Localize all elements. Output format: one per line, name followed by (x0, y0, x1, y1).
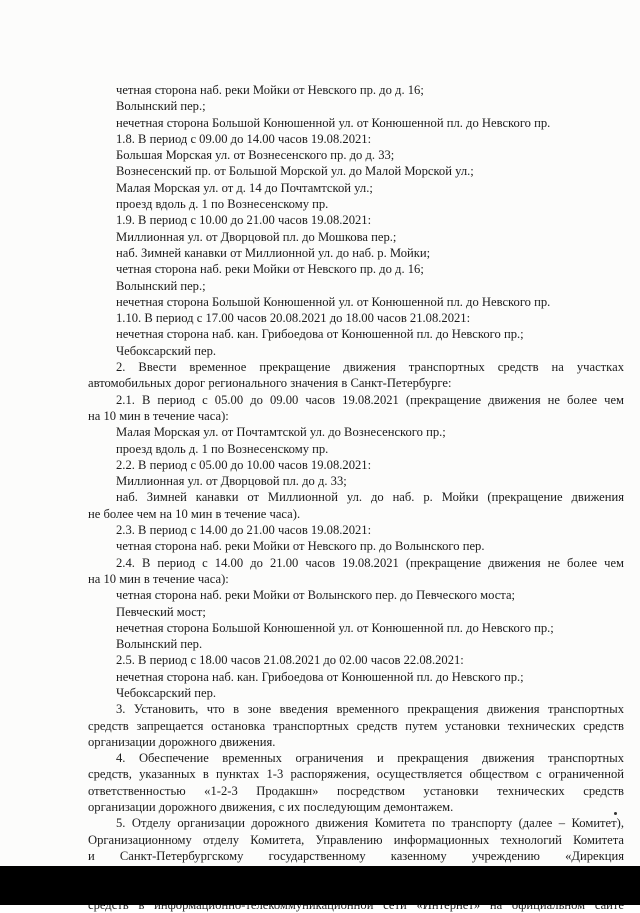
document-line: не более чем на 10 мин в течение часа). (88, 506, 301, 521)
document-line: организации дорожного движения. (88, 734, 276, 749)
document-line: Чебоксарский пер. (116, 685, 217, 700)
document-line: на 10 мин в течение часа): (88, 571, 229, 586)
document-text (88, 82, 624, 913)
document-line: Волынский пер.; (116, 278, 206, 293)
document-line: наб. Зимней канавки от Миллионной ул. до наб. р. Мойки; (116, 245, 431, 260)
document-line: нечетная сторона наб. кан. Грибоедова от Конюшенной пл. до Невского пр.; (116, 669, 524, 684)
document-line: 3. Установить, что в зоне введения временного прекращения движения транспортных (116, 702, 624, 717)
document-line: Певческий мост; (116, 604, 206, 619)
document-line: организации дорожного движения, с их последующим демонтажем. (88, 800, 454, 815)
document-line: 1.10. В период с 17.00 часов 20.08.2021 до 18.00 часов 21.08.2021: (116, 311, 471, 326)
document-line: и Санкт-Петербургскому государственному казенному учреждению «Дирекция (88, 848, 624, 863)
document-line: Малая Морская ул. от д. 14 до Почтамтской ул.; (116, 180, 373, 195)
document-line: Организационному отделу Комитета, Управлению информационных технологий Комитета (88, 832, 624, 847)
document-line: Миллионная ул. от Дворцовой пл. до Мошкова пер.; (116, 229, 397, 244)
document-line: 5. Отделу организации дорожного движения Комитета по транспорту (далее – Комитет), (116, 816, 624, 831)
document-line: 2.3. В период с 14.00 до 21.00 часов 19.08.2021: (116, 523, 372, 538)
document-line: средств, указанных в пунктах 1-3 распоряжения, осуществляется обществом с ограниченной (88, 767, 624, 782)
document-line: Волынский пер. (116, 637, 203, 652)
document-line: Миллионная ул. от Дворцовой пл. до д. 33; (116, 474, 347, 489)
document-line: нечетная сторона Большой Конюшенной ул. от Конюшенной пл. до Невского пр. (116, 115, 551, 130)
document-line: нечетная сторона Большой Конюшенной ул. от Конюшенной пл. до Невского пр.; (116, 620, 554, 635)
document-line: четная сторона наб. реки Мойки от Невского пр. до д. 16; (116, 262, 424, 277)
document-line: 4. Обеспечение временных ограничения и прекращения движения транспортных (116, 751, 624, 766)
document-line: средств запрещается остановка транспортных средств путем установки технических средств (88, 718, 624, 733)
document-line: на 10 мин в течение часа): (88, 408, 229, 423)
document-line: проезд вдоль д. 1 по Вознесенскому пр. (116, 197, 329, 212)
document-line: четная сторона наб. реки Мойки от Волынского пер. до Певческого моста; (116, 588, 516, 603)
document-line: 2. Ввести временное прекращение движения транспортных средств на участках (116, 360, 624, 375)
document-line: нечетная сторона Большой Конюшенной ул. от Конюшенной пл. до Невского пр. (116, 294, 551, 309)
document-line: 2.5. В период с 18.00 часов 21.08.2021 до 02.00 часов 22.08.2021: (116, 653, 464, 668)
document-line: наб. Зимней канавки от Миллионной ул. до наб. р. Мойки (прекращение движения (116, 490, 624, 505)
document-line: ответственностью «1-2-3 Продакшн» посредством установки технических средств (88, 783, 624, 798)
document-line: 2.4. В период с 14.00 до 21.00 часов 19.08.2021 (прекращение движения не более чем (116, 555, 624, 570)
document-line: 2.1. В период с 05.00 до 09.00 часов 19.08.2021 (прекращение движения не более чем (116, 392, 624, 407)
document-line: нечетная сторона наб. кан. Грибоедова от Конюшенной пл. до Невского пр.; (116, 327, 524, 342)
document-line: Большая Морская ул. от Вознесенского пр. до д. 33; (116, 148, 395, 163)
document-line: Волынский пер.; (116, 99, 206, 114)
document-line: Малая Морская ул. от Почтамтской ул. до Вознесенского пр.; (116, 425, 446, 440)
document-line: 1.9. В период с 10.00 до 21.00 часов 19.08.2021: (116, 213, 372, 228)
document-line: 1.8. В период с 09.00 до 14.00 часов 19.08.2021: (116, 131, 372, 146)
document-line: автомобильных дорог регионального значения в Санкт-Петербурге: (88, 376, 452, 391)
scan-bottom-border (0, 866, 640, 905)
document-line: четная сторона наб. реки Мойки от Невского пр. до д. 16; (116, 83, 424, 97)
document-line: проезд вдоль д. 1 по Вознесенскому пр. (116, 441, 329, 456)
document-line: Чебоксарский пер. (116, 343, 217, 358)
document-line: 2.2. В период с 05.00 до 10.00 часов 19.08.2021: (116, 457, 372, 472)
document-line: четная сторона наб. реки Мойки от Невского пр. до Волынского пер. (116, 539, 485, 554)
document-line: Вознесенский пр. от Большой Морской ул. до Малой Морской ул.; (116, 164, 474, 179)
scan-speck (614, 812, 617, 815)
